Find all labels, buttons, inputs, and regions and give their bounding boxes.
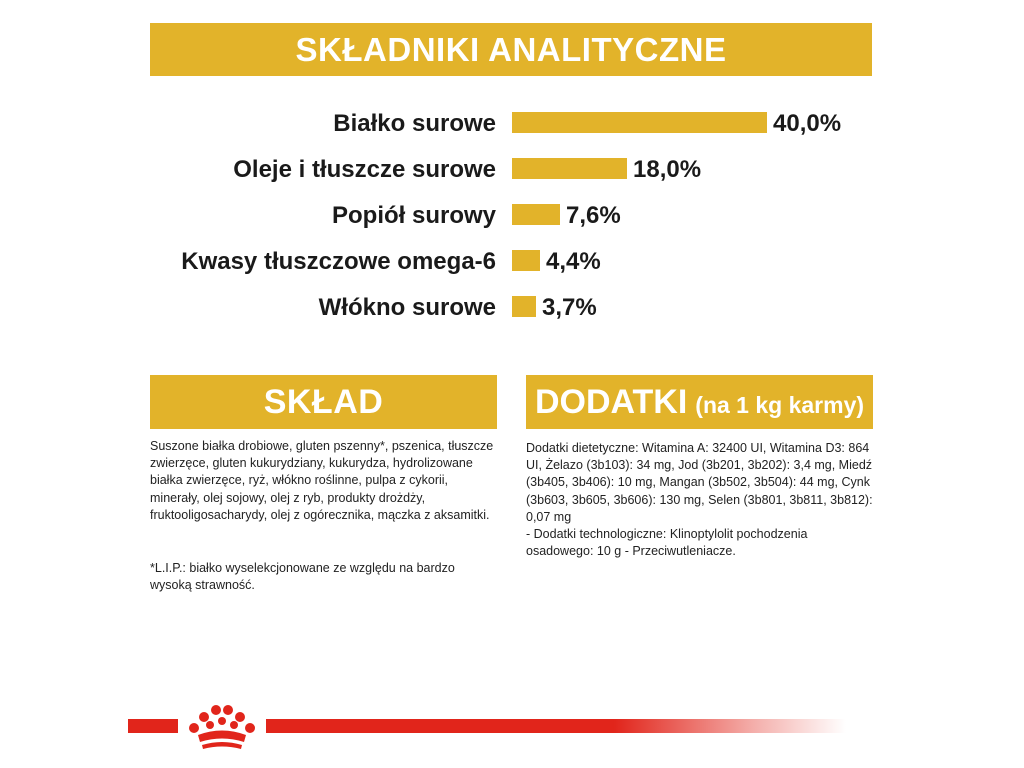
nutrient-row xyxy=(0,196,1024,236)
footer-line-right xyxy=(266,719,846,733)
nutrient-value: 3,7% xyxy=(542,294,597,321)
footer-line-left xyxy=(128,719,178,733)
analytic-title: SKŁADNIKI ANALITYCZNE xyxy=(295,30,727,68)
nutrient-row xyxy=(0,288,1024,328)
sklad-footnote-paragraph: *L.I.P.: białko wyselekcjonowane ze względu na bardzo wysoką strawność. xyxy=(150,561,455,593)
nutrient-label: Włókno surowe xyxy=(318,294,496,321)
nutrient-bar xyxy=(512,158,627,179)
nutrient-bar xyxy=(512,250,540,271)
nutrient-row xyxy=(0,242,1024,282)
dodatki-subtitle: (na 1 kg karmy) xyxy=(695,391,865,418)
dodatki-banner xyxy=(526,375,873,429)
dodatki-title: DODATKI xyxy=(534,382,688,421)
nutrient-chart xyxy=(0,0,1024,360)
nutrient-label: Białko surowe xyxy=(333,110,496,137)
nutrient-value: 7,6% xyxy=(566,202,621,229)
nutrient-value: 18,0% xyxy=(633,156,702,183)
royal-canin-crown-icon xyxy=(180,698,264,754)
sklad-title: SKŁAD xyxy=(263,382,384,421)
nutrient-row xyxy=(0,150,1024,190)
dodatki-dietetic-paragraph: Dodatki dietetyczne: Witamina A: 32400 UI, Witamina D3: 864 UI, Żelazo (3b103): 34 mg, Jod (3b201, 3b202): 3,4 mg, Miedź (3b405, 3b406): 10 mg, Mangan (3b502, 3b504): 44 mg, Cynk (3b603, 3b605, 3b606): 130 mg, Selen (3b801, 3b811, 3b812): 0,07 mg xyxy=(526,441,873,524)
nutrient-bar xyxy=(512,296,536,317)
nutrient-label: Kwasy tłuszczowe omega-6 xyxy=(181,248,496,275)
nutrient-bar xyxy=(512,112,767,133)
nutrient-bar xyxy=(512,204,560,225)
sklad-ingredients-paragraph: Suszone białka drobiowe, gluten pszenny*, pszenica, tłuszcze zwierzęce, gluten kukurydziany, kukurydza, hydrolizowane białka zwierzęce, ryż, włókno roślinne, pulpa z cykorii, minerały, olej sojowy, olej z ryb, produkty drożdży, fruktooligosacharydy, olej z ogórecznika, mączka z aksamitki. xyxy=(150,439,494,522)
sklad-ingredients-text xyxy=(150,438,500,524)
nutrient-value: 40,0% xyxy=(773,110,842,137)
nutrient-label: Popiół surowy xyxy=(331,202,496,229)
sklad-footnote xyxy=(150,560,480,594)
nutrient-value: 4,4% xyxy=(546,248,601,275)
dodatki-technological-paragraph: - Dodatki technologiczne: Klinoptylolit pochodzenia osadowego: 10 g - Przeciwutleniacze. xyxy=(526,527,808,559)
nutrient-row xyxy=(0,104,1024,144)
dodatki-text xyxy=(526,440,876,560)
sklad-banner xyxy=(150,375,497,429)
nutrient-label: Oleje i tłuszcze surowe xyxy=(233,156,496,183)
